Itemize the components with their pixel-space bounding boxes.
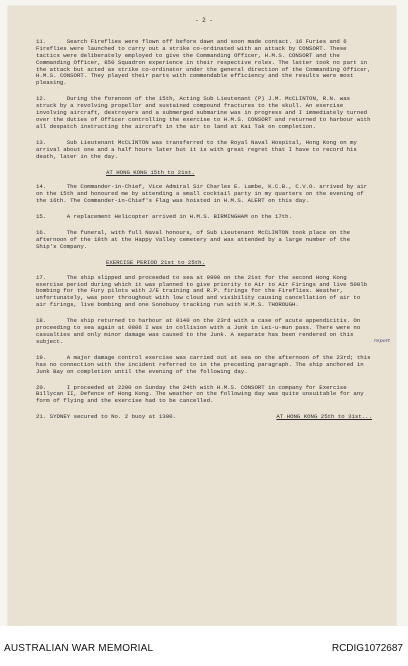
section-heading-continued: AT HONG KONG 25th to 31st... bbox=[276, 413, 372, 421]
para-text: The Commander-in-Chief, Vice Admiral Sir Charles E. Lambe, K.C.B., C.V.O. arrived by air on the 15th and honoured me by attending a small cocktail party in my quarters on the evening of the 16th. The Commander-in-Chief's Flag was hoisted in H.M.S. ALERT on this day. bbox=[36, 183, 371, 205]
para-text: The ship slipped and proceeded to sea at 0900 on the 21st for the second Hong Kong exercise period during which it was planned to give priority to Air to Air Firings and live 500lb bombing for the Fury pilots with J/E training and R.P. firings for the Fireflies. Weather, unfortunately, was poor throughout with low cloud and visibility causing cancellation of air to air firings, live bombing and one Sonobuoy tracking run with H.M.S. THOROUGH. bbox=[36, 273, 371, 309]
para-num: 11. bbox=[36, 37, 47, 45]
para-num: 19. bbox=[36, 353, 47, 361]
para-text: Search Fireflies were flown off before dawn and soon made contact. 16 Furies and 6 Fireflies were launched to carry out a strike co-ordinated with an attack by CONSORT. These tactics were deliberately employed to give the Commanding Officer, H.M.S. CONSORT and the Commanding Officer, 850 Squadron experience in their respective roles. The latter took no part in the attack but acted as strike co-ordinator under the general direction of the Commanding Officer, H.M.S. CONSORT. They played their parts with commendable efficiency and the results were most pleasing. bbox=[36, 37, 374, 87]
paragraph-13 bbox=[36, 140, 372, 161]
archive-footer bbox=[0, 626, 408, 666]
para-num: 12. bbox=[36, 95, 47, 103]
closing-line bbox=[36, 414, 372, 421]
handwritten-margin-note: report bbox=[374, 338, 390, 345]
document-page bbox=[8, 6, 396, 626]
section-heading: EXERCISE PERIOD 21st to 25th. bbox=[106, 258, 205, 266]
page-number: - 2 - bbox=[194, 17, 213, 24]
paragraph-11 bbox=[36, 39, 372, 87]
para-num: 20. bbox=[36, 383, 47, 391]
para-num: 15. bbox=[36, 213, 47, 221]
section-heading: AT HONG KONG 15th to 21st. bbox=[106, 168, 195, 176]
para-text: The ship returned to harbour at 0140 on the 23rd with a case of acute appendicitis. On proceeding to sea again at 0806 I was in collision with a Junk in Lei-u-mun pass. There were no casualties and only minor damage was caused to the Junk. A separate has been rendered on this subject. bbox=[36, 317, 364, 345]
para-text: The funeral, with full Naval honours, of Sub Lieutenant McCLINTON took place on the afternoon of the 18th at the Happy Valley cemetery and was attended by a large number of the Ship's Company. bbox=[36, 229, 354, 250]
para-num: 16. bbox=[36, 229, 47, 237]
para-num: 14. bbox=[36, 183, 47, 191]
paragraph-15 bbox=[36, 214, 372, 221]
paragraph-12 bbox=[36, 96, 372, 131]
para-text: Sub Lieutenant McCLINTON was transferred to the Royal Naval Hospital, Hong Kong on my arrival about one and a half hours later but it is with great regret that I have to record his death, later in the day. bbox=[36, 138, 361, 160]
document-body bbox=[36, 14, 390, 421]
para-num: 17. bbox=[36, 273, 47, 281]
paragraph-20 bbox=[36, 385, 372, 406]
para-num: 18. bbox=[36, 317, 47, 325]
para-num: 21. bbox=[36, 413, 47, 421]
paragraph-14 bbox=[36, 184, 372, 205]
reference-id: RCDIG1072687 bbox=[331, 643, 403, 654]
para-text: During the forenoon of the 15th, Acting Sub Lieutenant (P) J.M. McCLINTON, R.N. was struck by a revolving propellor and sustained compound fractures to the skull. An exercise involving aircraft, destroyers and a submerged submarine was in progress and I immediately turned over the duties of Officer controlling the exercise to H.M.S. CONSORT and returned to harbour with all despatch instructing the aircraft in the air to land at Kai Tak on completion. bbox=[36, 95, 374, 130]
institution-label: AUSTRALIAN WAR MEMORIAL bbox=[4, 643, 154, 654]
para-text: SYDNEY secured to No. 2 buoy at 1300. bbox=[49, 413, 176, 421]
paragraph-16 bbox=[36, 230, 372, 251]
para-text: A major damage control exercise was carried out at sea on the afternoon of the 23rd; this has no connection with the incident referred to in the preceding paragraph. The ship anchored in Junk Bay on completion until the evening of the following day. bbox=[36, 353, 374, 375]
para-num: 13. bbox=[36, 138, 47, 146]
paragraph-17 bbox=[36, 275, 372, 310]
paragraph-21 bbox=[36, 414, 176, 421]
para-text: I proceeded at 2200 on Sunday the 24th with H.M.S. CONSORT in company for Exercise Billycan II, Defence of Hong Kong. The weather on the following day was quite unsuitable for any form of flying and the exercise had to be cancelled. bbox=[36, 383, 368, 405]
para-text: A replacement Helicopter arrived in H.M.S. BIRMINGHAM on the 17th. bbox=[66, 213, 292, 221]
paragraph-19 bbox=[36, 355, 372, 376]
paragraph-18 bbox=[36, 317, 390, 346]
